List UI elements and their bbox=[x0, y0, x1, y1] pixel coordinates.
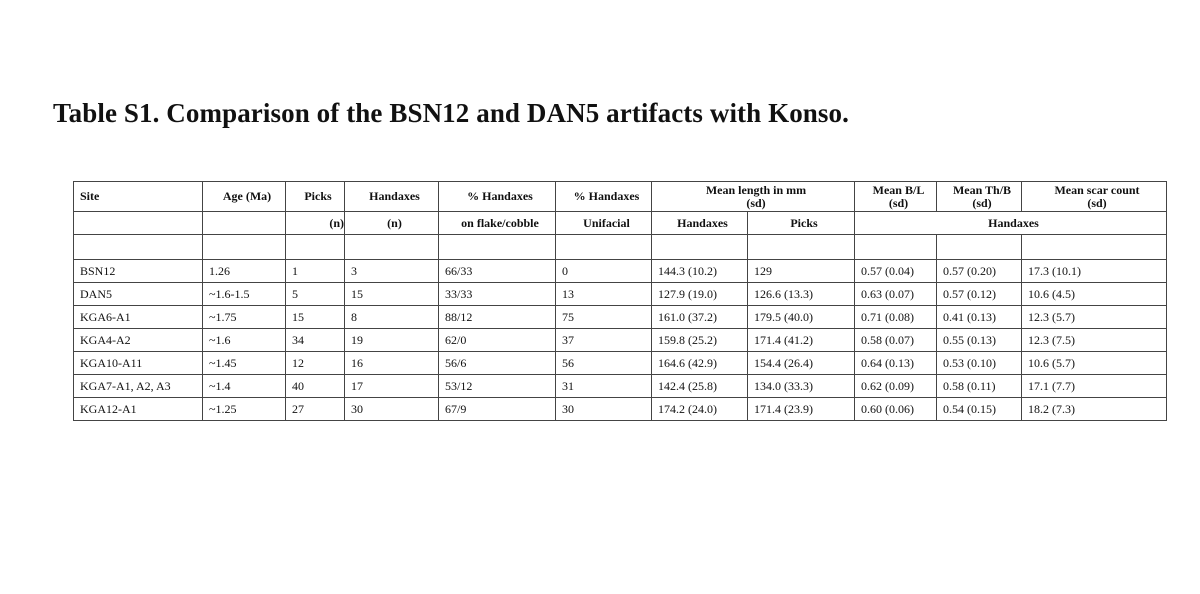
artifact-comparison-table bbox=[73, 181, 1167, 421]
cell-picks: 34 bbox=[286, 329, 345, 352]
header-mean-thb-label: Mean Th/B bbox=[952, 182, 1012, 197]
cell-mean-bl: 0.58 (0.07) bbox=[855, 329, 937, 352]
header-age: Age (Ma) bbox=[203, 182, 286, 212]
cell-length-handaxes: 164.6 (42.9) bbox=[652, 352, 748, 375]
cell-flake-cobble: 33/33 bbox=[439, 283, 556, 306]
cell-length-picks: 154.4 (26.4) bbox=[748, 352, 855, 375]
cell-picks: 40 bbox=[286, 375, 345, 398]
cell-mean-thb: 0.41 (0.13) bbox=[937, 306, 1022, 329]
subheader-flake-cobble: on flake/cobble bbox=[439, 212, 556, 235]
cell-handaxes: 16 bbox=[345, 352, 439, 375]
cell-picks: 5 bbox=[286, 283, 345, 306]
header-site: Site bbox=[74, 182, 203, 212]
cell-mean-scar: 17.1 (7.7) bbox=[1022, 375, 1167, 398]
subheader-site-empty bbox=[74, 212, 203, 235]
table-row bbox=[74, 306, 1167, 329]
cell-length-picks: 171.4 (41.2) bbox=[748, 329, 855, 352]
header-mean-bl-sd: (sd) bbox=[888, 195, 909, 210]
subheader-ratios-handaxes: Handaxes bbox=[855, 212, 1167, 235]
cell-length-handaxes: 174.2 (24.0) bbox=[652, 398, 748, 421]
cell-flake-cobble: 88/12 bbox=[439, 306, 556, 329]
header-row bbox=[74, 182, 1167, 212]
cell-age: ~1.6 bbox=[203, 329, 286, 352]
cell-length-picks: 134.0 (33.3) bbox=[748, 375, 855, 398]
header-mean-thb bbox=[937, 182, 1022, 212]
cell-age: 1.26 bbox=[203, 260, 286, 283]
cell-site: KGA4-A2 bbox=[74, 329, 203, 352]
cell-age: ~1.25 bbox=[203, 398, 286, 421]
cell-mean-thb: 0.57 (0.12) bbox=[937, 283, 1022, 306]
cell-unifacial: 30 bbox=[556, 398, 652, 421]
cell-length-handaxes: 144.3 (10.2) bbox=[652, 260, 748, 283]
cell-site: KGA12-A1 bbox=[74, 398, 203, 421]
header-mean-thb-sd: (sd) bbox=[972, 195, 992, 210]
cell-site: KGA10-A11 bbox=[74, 352, 203, 375]
cell-site: KGA7-A1, A2, A3 bbox=[74, 375, 203, 398]
header-pct-unifacial: % Handaxes bbox=[556, 182, 652, 212]
header-picks: Picks bbox=[286, 182, 345, 212]
cell-mean-thb: 0.53 (0.10) bbox=[937, 352, 1022, 375]
cell-length-handaxes: 161.0 (37.2) bbox=[652, 306, 748, 329]
spacer-row bbox=[74, 235, 1167, 260]
cell-length-handaxes: 159.8 (25.2) bbox=[652, 329, 748, 352]
cell-mean-scar: 12.3 (7.5) bbox=[1022, 329, 1167, 352]
header-mean-bl-label: Mean B/L bbox=[872, 182, 925, 197]
cell-flake-cobble: 53/12 bbox=[439, 375, 556, 398]
cell-mean-bl: 0.62 (0.09) bbox=[855, 375, 937, 398]
cell-unifacial: 75 bbox=[556, 306, 652, 329]
header-handaxes: Handaxes bbox=[345, 182, 439, 212]
cell-mean-scar: 18.2 (7.3) bbox=[1022, 398, 1167, 421]
cell-unifacial: 37 bbox=[556, 329, 652, 352]
header-pct-flake-cobble: % Handaxes bbox=[439, 182, 556, 212]
cell-mean-bl: 0.71 (0.08) bbox=[855, 306, 937, 329]
cell-mean-scar: 10.6 (4.5) bbox=[1022, 283, 1167, 306]
cell-age: ~1.75 bbox=[203, 306, 286, 329]
header-mean-length-sd: (sd) bbox=[746, 195, 766, 210]
subheader-length-handaxes: Handaxes bbox=[652, 212, 748, 235]
header-mean-scar-label: Mean scar count bbox=[1054, 182, 1140, 197]
table-row bbox=[74, 398, 1167, 421]
cell-length-picks: 179.5 (40.0) bbox=[748, 306, 855, 329]
table-body bbox=[74, 182, 1167, 421]
table-row bbox=[74, 283, 1167, 306]
cell-age: ~1.6-1.5 bbox=[203, 283, 286, 306]
cell-flake-cobble: 62/0 bbox=[439, 329, 556, 352]
cell-site: KGA6-A1 bbox=[74, 306, 203, 329]
cell-handaxes: 15 bbox=[345, 283, 439, 306]
cell-picks: 15 bbox=[286, 306, 345, 329]
cell-age: ~1.45 bbox=[203, 352, 286, 375]
cell-mean-thb: 0.58 (0.11) bbox=[937, 375, 1022, 398]
subheader-picks-n: (n) bbox=[286, 212, 345, 235]
cell-unifacial: 31 bbox=[556, 375, 652, 398]
cell-mean-bl: 0.60 (0.06) bbox=[855, 398, 937, 421]
cell-mean-scar: 17.3 (10.1) bbox=[1022, 260, 1167, 283]
subheader-unifacial: Unifacial bbox=[556, 212, 652, 235]
cell-flake-cobble: 66/33 bbox=[439, 260, 556, 283]
cell-unifacial: 13 bbox=[556, 283, 652, 306]
cell-mean-bl: 0.57 (0.04) bbox=[855, 260, 937, 283]
cell-mean-thb: 0.57 (0.20) bbox=[937, 260, 1022, 283]
cell-flake-cobble: 67/9 bbox=[439, 398, 556, 421]
cell-mean-thb: 0.55 (0.13) bbox=[937, 329, 1022, 352]
cell-handaxes: 17 bbox=[345, 375, 439, 398]
cell-mean-bl: 0.63 (0.07) bbox=[855, 283, 937, 306]
cell-mean-scar: 12.3 (5.7) bbox=[1022, 306, 1167, 329]
cell-handaxes: 19 bbox=[345, 329, 439, 352]
cell-site: BSN12 bbox=[74, 260, 203, 283]
cell-unifacial: 56 bbox=[556, 352, 652, 375]
cell-length-picks: 171.4 (23.9) bbox=[748, 398, 855, 421]
cell-picks: 12 bbox=[286, 352, 345, 375]
header-mean-length bbox=[652, 182, 855, 212]
subheader-handaxes-n: (n) bbox=[345, 212, 439, 235]
cell-site: DAN5 bbox=[74, 283, 203, 306]
subheader-length-picks: Picks bbox=[748, 212, 855, 235]
cell-mean-bl: 0.64 (0.13) bbox=[855, 352, 937, 375]
cell-mean-thb: 0.54 (0.15) bbox=[937, 398, 1022, 421]
table-row bbox=[74, 329, 1167, 352]
header-mean-bl bbox=[855, 182, 937, 212]
cell-length-picks: 126.6 (13.3) bbox=[748, 283, 855, 306]
cell-flake-cobble: 56/6 bbox=[439, 352, 556, 375]
cell-length-picks: 129 bbox=[748, 260, 855, 283]
cell-picks: 1 bbox=[286, 260, 345, 283]
cell-length-handaxes: 127.9 (19.0) bbox=[652, 283, 748, 306]
table-row bbox=[74, 375, 1167, 398]
cell-mean-scar: 10.6 (5.7) bbox=[1022, 352, 1167, 375]
cell-handaxes: 8 bbox=[345, 306, 439, 329]
header-mean-scar-sd: (sd) bbox=[1087, 195, 1107, 210]
subheader-age-empty bbox=[203, 212, 286, 235]
header-mean-scar bbox=[1022, 182, 1167, 212]
cell-handaxes: 30 bbox=[345, 398, 439, 421]
cell-length-handaxes: 142.4 (25.8) bbox=[652, 375, 748, 398]
cell-unifacial: 0 bbox=[556, 260, 652, 283]
cell-picks: 27 bbox=[286, 398, 345, 421]
cell-age: ~1.4 bbox=[203, 375, 286, 398]
table-row bbox=[74, 352, 1167, 375]
table-caption: Table S1. Comparison of the BSN12 and DAN5 artifacts with Konso. bbox=[53, 98, 849, 128]
subheader-row bbox=[74, 212, 1167, 235]
header-mean-length-label: Mean length in mm bbox=[705, 182, 807, 197]
table-row bbox=[74, 260, 1167, 283]
cell-handaxes: 3 bbox=[345, 260, 439, 283]
